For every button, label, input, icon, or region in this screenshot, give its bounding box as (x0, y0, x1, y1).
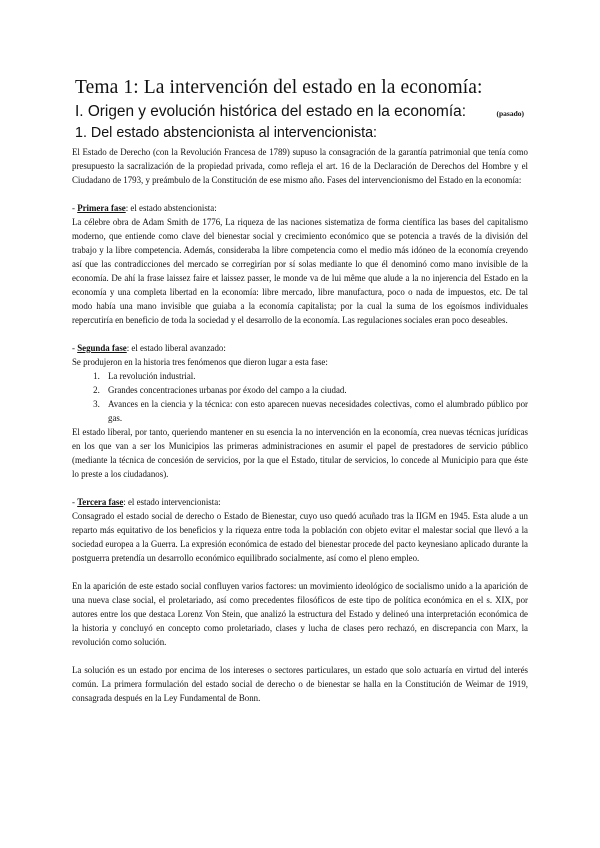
intro-paragraph: El Estado de Derecho (con la Revolución Francesa de 1789) supuso la consagración de la garantía patrimonial que tenía como presupuesto la sacralización de la propiedad privada, como refleja el art. 16 de la Declaración de Derechos del Hombre y el Ciudadano de 1793, y preámbulo de la Constitución de ese mismo año. Fases del intervencionismo del Estado en la economía: (72, 147, 528, 186)
phase-2-title (72, 341, 528, 355)
phase-3-paragraph-1: Consagrado el estado social de derecho o Estado de Bienestar, cuyo uso quedó acuñado tras la IIGM en 1945. Esta alude a un reparto más equitativo de los beneficios y la riqueza entre toda la población con objeto evitar el malestar social que llevó a la sociedad europea a la Guerra. La expresión económica de estado del bienestar procede del pacto keynesiano aplicado durante la postguerra pretendía un desarrollo económico equilibrado socialmente, así como el pleno empleo. (72, 511, 528, 564)
subsection-title: 1. Del estado abstencionista al intervencionista: (75, 124, 378, 141)
spacer (72, 481, 528, 495)
list-item: 2. Grandes concentraciones urbanas por éxodo del campo a la ciudad. (102, 383, 528, 397)
phase-3-prefix: - (72, 497, 78, 508)
phase-3-suffix: : el estado intervencionista: (123, 497, 221, 508)
section-heading-row (75, 103, 528, 121)
phase-1-title (72, 201, 528, 215)
phase-1-label: Primera fase (77, 203, 126, 214)
spacer (72, 187, 528, 201)
document-title: Tema 1: La intervención del estado en la economía: (75, 77, 483, 98)
phase-3-title (72, 495, 528, 509)
phase-2-paragraph: El estado liberal, por tanto, queriendo mantener en su esencia la no intervención en la economía, crea nuevas técnicas jurídicas en los que van a ser los Municipios las primeras administraciones en asumir el papel de prestadores de servicio público (mediante la técnica de concesión de servicios, por la que el Estado, titular de servicios, lo concede al Municipio para que éste lo preste a los ciudadanos). (72, 427, 528, 480)
spacer (72, 565, 528, 579)
phase-2-label: Segunda fase (77, 343, 127, 354)
phase-2-prefix: - (72, 343, 78, 354)
section-badge: (pasado) (496, 109, 524, 119)
phase-3-label: Tercera fase (77, 497, 124, 508)
phase-2-suffix: : el estado liberal avanzado: (126, 343, 226, 354)
phase-2-lead: Se produjeron en la historia tres fenómenos que dieron lugar a esta fase: (72, 357, 328, 368)
phase-1-suffix: : el estado abstencionista: (125, 203, 217, 214)
list-item: 1. La revolución industrial. (102, 369, 528, 383)
phase-1-paragraph: La célebre obra de Adam Smith de 1776, La riqueza de las naciones sistematiza de forma científica las bases del capitalismo moderno, que entiende como clave del bienestar social y crecimiento económico que se potencia a través de la división del trabajo y la libre competencia. Además, consideraba la libre competencia como el medio más idóneo de la economía creyendo así que las contradicciones del mercado se corregirían por sí solas mediante lo que él denominó como mano invisible de la economía. De ahí la frase laissez faire et laissez passer, le monde va de lui même que alude a la no injerencia del Estado en la economía y una completa libertad en la economía: libre mercado, libre manufactura, poco o nada de impuestos, etc. De tal modo había una mano invisible que guiaba a la economía capitalista; por la cual la suma de los egoísmos individuales repercutiría en beneficio de toda la sociedad y el desarrollo de la economía. Las regulaciones sociales eran poco deseables. (72, 217, 528, 326)
list-item: 3. Avances en la ciencia y la técnica: con esto aparecen nuevas necesidades colectivas, como el alumbrado público por gas. (102, 397, 528, 425)
section-title: I. Origen y evolución histórica del estado en la economía: (75, 103, 466, 121)
phase-3-paragraph-3: La solución es un estado por encima de los intereses o sectores particulares, un estado que solo actuaría en virtud del interés común. La primera formulación del estado social de derecho o de bienestar se halla en la Constitución de Weimar de 1919, consagrada después en la Ley Fundamental de Bonn. (72, 665, 528, 704)
spacer (72, 327, 528, 341)
phase-3-paragraph-2: En la aparición de este estado social confluyen varios factores: un movimiento ideológico de socialismo unido a la aparición de una nueva clase social, el proletariado, así como precedentes filosóficos de este tipo de política económica en el s. XIX, por autores entre los que destaca Lorenz Von Stein, que analizó la estructura del Estado y delineó una interpretación económica de la historia y concluyó en concepto como proletariado, clases y lucha de clases pero rechazó, en discrepancia con Marx, la revolución como solución. (72, 581, 528, 648)
spacer (72, 649, 528, 663)
phase-1-prefix: - (72, 203, 78, 214)
phase-2-list (72, 369, 528, 425)
